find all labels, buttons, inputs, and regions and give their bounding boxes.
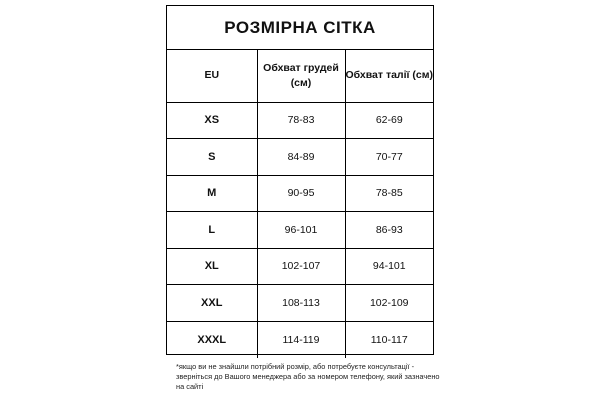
size-chart-title: РОЗМІРНА СІТКА (167, 6, 433, 50)
chest-cell: 90-95 (257, 175, 345, 212)
size-cell: XXL (167, 285, 257, 322)
chest-cell: 96-101 (257, 212, 345, 249)
chest-cell: 84-89 (257, 139, 345, 176)
waist-cell: 78-85 (345, 175, 433, 212)
header-size: EU (167, 50, 257, 102)
header-waist: Обхват талії (см) (345, 50, 433, 102)
header-chest: Обхват грудей (см) (257, 50, 345, 102)
size-cell: S (167, 139, 257, 176)
table-row (167, 248, 433, 285)
size-table (167, 50, 433, 358)
waist-cell: 110-117 (370, 333, 408, 346)
size-cell: M (167, 175, 257, 212)
table-row (167, 212, 433, 249)
size-cell: XS (167, 102, 257, 139)
table-header-row (167, 50, 433, 102)
size-cell: XL (167, 248, 257, 285)
waist-cell: 70-77 (345, 139, 433, 176)
chest-cell: 102-107 (257, 248, 345, 285)
footnote: *якщо ви не знайшли потрібний розмір, або потребуєте консультації - зверніться до Вашого менеджера або за номером телефону, який зазначено на сайті (176, 362, 440, 391)
size-chart (166, 5, 434, 355)
chest-cell: 108-113 (257, 285, 345, 322)
size-cell: L (167, 212, 257, 249)
waist-cell: 94-101 (345, 248, 433, 285)
table-row (167, 139, 433, 176)
waist-cell: 86-93 (345, 212, 433, 249)
chest-cell: 78-83 (257, 102, 345, 139)
table-row (167, 321, 433, 358)
size-cell: XXXL (167, 321, 257, 358)
chest-cell: 114-119 (257, 321, 345, 358)
waist-cell: 62-69 (345, 102, 433, 139)
table-row (167, 285, 433, 322)
waist-cell: 102-109 (345, 285, 433, 322)
table-row (167, 175, 433, 212)
table-row (167, 102, 433, 139)
